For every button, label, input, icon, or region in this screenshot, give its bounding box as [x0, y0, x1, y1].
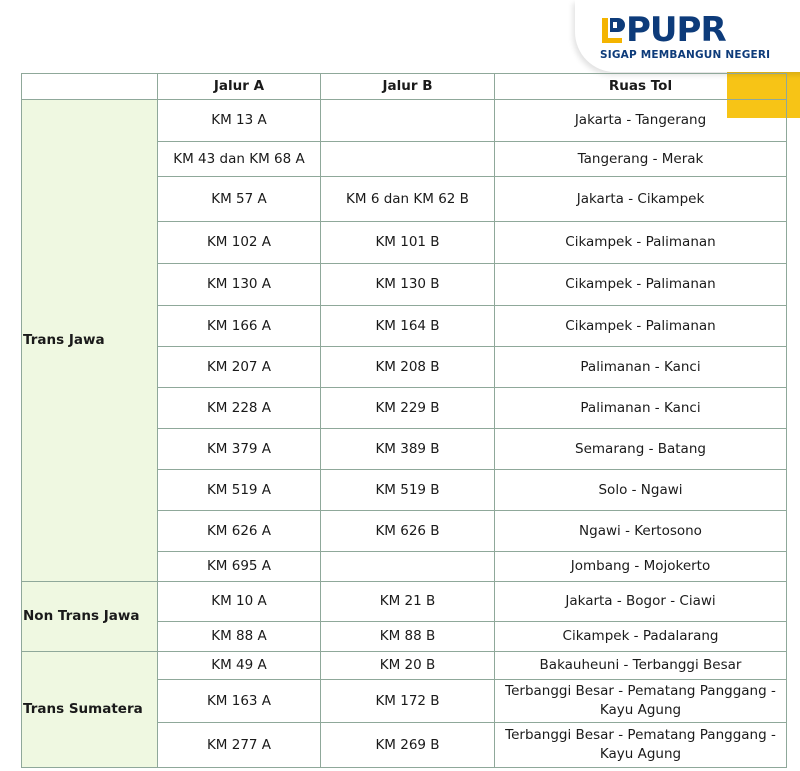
cell-ruas-tol: Tangerang - Merak — [495, 142, 787, 177]
table-header-row — [22, 74, 787, 100]
cell-jalur-a: KM 166 A — [158, 306, 321, 347]
cell-ruas-tol: Ngawi - Kertosono — [495, 511, 787, 552]
cell-jalur-a: KM 57 A — [158, 177, 321, 222]
cell-ruas-tol: Cikampek - Palimanan — [495, 264, 787, 306]
cell-jalur-b: KM 101 B — [321, 222, 495, 264]
cell-ruas-tol: Cikampek - Padalarang — [495, 622, 787, 652]
cell-jalur-a: KM 207 A — [158, 347, 321, 388]
cell-jalur-b: KM 269 B — [321, 723, 495, 768]
cell-jalur-a: KM 88 A — [158, 622, 321, 652]
cell-ruas-tol: Palimanan - Kanci — [495, 347, 787, 388]
column-header-jalur-a: Jalur A — [158, 74, 321, 100]
cell-jalur-b: KM 20 B — [321, 652, 495, 680]
cell-ruas-tol: Solo - Ngawi — [495, 470, 787, 511]
cell-jalur-a: KM 277 A — [158, 723, 321, 768]
cell-jalur-a: KM 102 A — [158, 222, 321, 264]
cell-jalur-a: KM 228 A — [158, 388, 321, 429]
cell-ruas-tol: Cikampek - Palimanan — [495, 222, 787, 264]
cell-ruas-tol: Bakauheuni - Terbanggi Besar — [495, 652, 787, 680]
cell-ruas-tol: Jombang - Mojokerto — [495, 552, 787, 582]
cell-jalur-a: KM 695 A — [158, 552, 321, 582]
cell-jalur-a: KM 163 A — [158, 680, 321, 723]
cell-ruas-tol: Palimanan - Kanci — [495, 388, 787, 429]
column-header-ruas-tol: Ruas Tol — [495, 74, 787, 100]
cell-jalur-b: KM 389 B — [321, 429, 495, 470]
table-row — [22, 100, 787, 142]
group-label: Trans Jawa — [22, 100, 158, 582]
cell-jalur-b: KM 21 B — [321, 582, 495, 622]
cell-ruas-tol: Jakarta - Bogor - Ciawi — [495, 582, 787, 622]
rest-area-table — [21, 73, 787, 768]
logo-tagline: SIGAP MEMBANGUN NEGERI — [600, 49, 771, 61]
cell-jalur-a: KM 130 A — [158, 264, 321, 306]
cell-ruas-tol: Semarang - Batang — [495, 429, 787, 470]
cell-jalur-a: KM 626 A — [158, 511, 321, 552]
cell-jalur-b — [321, 552, 495, 582]
cell-jalur-b: KM 130 B — [321, 264, 495, 306]
cell-jalur-b: KM 88 B — [321, 622, 495, 652]
cell-jalur-a: KM 10 A — [158, 582, 321, 622]
cell-jalur-a: KM 49 A — [158, 652, 321, 680]
cell-ruas-tol: Jakarta - Cikampek — [495, 177, 787, 222]
group-label: Trans Sumatera — [22, 652, 158, 768]
cell-jalur-b: KM 208 B — [321, 347, 495, 388]
table-row — [22, 582, 787, 622]
pupr-logo — [600, 12, 770, 64]
cell-jalur-a: KM 519 A — [158, 470, 321, 511]
table-row — [22, 652, 787, 680]
logo-wordmark — [626, 10, 726, 50]
cell-jalur-b: KM 626 B — [321, 511, 495, 552]
cell-ruas-tol: Jakarta - Tangerang — [495, 100, 787, 142]
cell-jalur-b: KM 519 B — [321, 470, 495, 511]
cell-ruas-tol: Terbanggi Besar - Pematang Panggang - Kayu Agung — [495, 723, 787, 768]
cell-jalur-b: KM 164 B — [321, 306, 495, 347]
cell-ruas-tol: Cikampek - Palimanan — [495, 306, 787, 347]
cell-ruas-tol: Terbanggi Besar - Pematang Panggang - Kayu Agung — [495, 680, 787, 723]
cell-jalur-b: KM 6 dan KM 62 B — [321, 177, 495, 222]
pupr-emblem-icon — [600, 14, 628, 46]
group-label: Non Trans Jawa — [22, 582, 158, 652]
column-header-group — [22, 74, 158, 100]
cell-jalur-a: KM 13 A — [158, 100, 321, 142]
cell-jalur-b: KM 229 B — [321, 388, 495, 429]
cell-jalur-a: KM 379 A — [158, 429, 321, 470]
column-header-jalur-b: Jalur B — [321, 74, 495, 100]
cell-jalur-a: KM 43 dan KM 68 A — [158, 142, 321, 177]
cell-jalur-b — [321, 100, 495, 142]
cell-jalur-b — [321, 142, 495, 177]
cell-jalur-b: KM 172 B — [321, 680, 495, 723]
logo-text-main: PUPR — [626, 10, 726, 50]
